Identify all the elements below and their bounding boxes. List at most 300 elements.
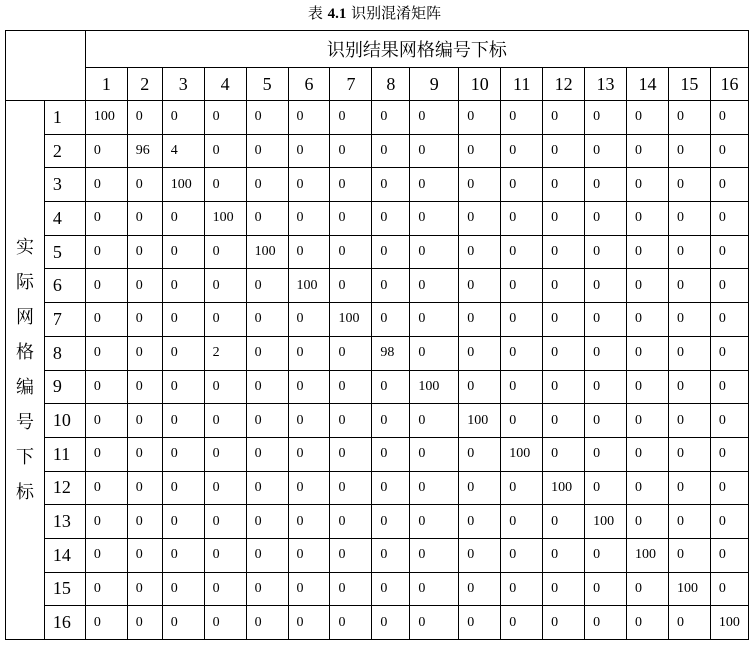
matrix-cell: 0 xyxy=(127,336,162,370)
matrix-cell: 0 xyxy=(585,572,627,606)
matrix-cell: 0 xyxy=(410,437,459,471)
matrix-cell: 0 xyxy=(246,505,288,539)
column-header: 13 xyxy=(585,68,627,101)
predicted-axis-title: 识别结果网格编号下标 xyxy=(85,31,748,68)
matrix-cell: 0 xyxy=(459,269,501,303)
column-header: 6 xyxy=(288,68,330,101)
matrix-cell: 0 xyxy=(501,370,543,404)
matrix-cell: 0 xyxy=(710,505,748,539)
matrix-cell: 0 xyxy=(85,168,127,202)
matrix-cell: 0 xyxy=(162,572,204,606)
matrix-cell: 0 xyxy=(127,202,162,236)
matrix-cell: 98 xyxy=(372,336,410,370)
matrix-cell: 0 xyxy=(127,572,162,606)
matrix-cell: 0 xyxy=(330,370,372,404)
matrix-cell: 0 xyxy=(710,235,748,269)
matrix-cell: 0 xyxy=(85,471,127,505)
matrix-cell: 0 xyxy=(501,471,543,505)
matrix-cell: 0 xyxy=(501,606,543,640)
matrix-cell: 0 xyxy=(330,202,372,236)
matrix-cell: 0 xyxy=(127,168,162,202)
matrix-cell: 0 xyxy=(85,370,127,404)
matrix-cell: 0 xyxy=(410,303,459,337)
matrix-cell: 0 xyxy=(246,168,288,202)
matrix-cell: 0 xyxy=(204,606,246,640)
column-header: 7 xyxy=(330,68,372,101)
matrix-cell: 0 xyxy=(543,572,585,606)
matrix-cell: 0 xyxy=(246,303,288,337)
row-header: 8 xyxy=(44,336,85,370)
actual-axis-title xyxy=(6,101,45,640)
matrix-cell: 0 xyxy=(204,101,246,135)
caption-number: 4.1 xyxy=(327,6,347,22)
matrix-cell: 0 xyxy=(372,303,410,337)
matrix-cell: 0 xyxy=(127,538,162,572)
matrix-cell: 0 xyxy=(627,235,669,269)
matrix-cell: 0 xyxy=(162,538,204,572)
matrix-cell: 0 xyxy=(710,269,748,303)
actual-axis-title-char: 网 xyxy=(15,307,34,328)
matrix-cell: 0 xyxy=(627,505,669,539)
matrix-cell: 0 xyxy=(204,269,246,303)
caption-prefix: 表 xyxy=(307,4,323,22)
matrix-cell: 100 xyxy=(668,572,710,606)
matrix-cell: 0 xyxy=(668,134,710,168)
row-header: 4 xyxy=(44,202,85,236)
matrix-cell: 0 xyxy=(162,505,204,539)
table-row xyxy=(6,269,749,303)
column-header: 5 xyxy=(246,68,288,101)
matrix-cell: 0 xyxy=(330,404,372,438)
matrix-cell: 0 xyxy=(710,471,748,505)
table-row xyxy=(6,202,749,236)
matrix-cell: 0 xyxy=(459,134,501,168)
actual-axis-title-char: 实 xyxy=(15,237,34,258)
matrix-cell: 0 xyxy=(585,437,627,471)
matrix-cell: 0 xyxy=(585,471,627,505)
matrix-cell: 0 xyxy=(501,134,543,168)
matrix-cell: 0 xyxy=(330,134,372,168)
matrix-cell: 0 xyxy=(246,202,288,236)
row-header: 2 xyxy=(44,134,85,168)
table-row xyxy=(6,134,749,168)
column-header: 16 xyxy=(710,68,748,101)
matrix-cell: 4 xyxy=(162,134,204,168)
matrix-cell: 0 xyxy=(543,505,585,539)
matrix-cell: 0 xyxy=(372,471,410,505)
column-header: 1 xyxy=(85,68,127,101)
column-header: 4 xyxy=(204,68,246,101)
matrix-cell: 0 xyxy=(585,235,627,269)
matrix-cell: 100 xyxy=(204,202,246,236)
matrix-cell: 0 xyxy=(330,269,372,303)
matrix-cell: 0 xyxy=(372,101,410,135)
matrix-cell: 0 xyxy=(288,505,330,539)
matrix-cell: 0 xyxy=(668,202,710,236)
matrix-cell: 0 xyxy=(627,303,669,337)
matrix-cell: 0 xyxy=(372,269,410,303)
matrix-cell: 0 xyxy=(627,101,669,135)
matrix-cell: 0 xyxy=(288,471,330,505)
column-header: 10 xyxy=(459,68,501,101)
matrix-cell: 0 xyxy=(543,269,585,303)
matrix-cell: 0 xyxy=(668,538,710,572)
matrix-cell: 0 xyxy=(330,168,372,202)
matrix-cell: 0 xyxy=(330,606,372,640)
table-row xyxy=(6,471,749,505)
matrix-cell: 0 xyxy=(543,606,585,640)
matrix-cell: 0 xyxy=(585,404,627,438)
matrix-cell: 0 xyxy=(627,437,669,471)
matrix-cell: 0 xyxy=(585,168,627,202)
row-header: 13 xyxy=(44,505,85,539)
column-header: 14 xyxy=(627,68,669,101)
table-row xyxy=(6,606,749,640)
matrix-cell: 0 xyxy=(501,404,543,438)
matrix-cell: 0 xyxy=(501,538,543,572)
matrix-cell: 100 xyxy=(410,370,459,404)
matrix-cell: 0 xyxy=(127,370,162,404)
matrix-cell: 0 xyxy=(459,370,501,404)
matrix-cell: 0 xyxy=(85,269,127,303)
matrix-cell: 0 xyxy=(330,336,372,370)
matrix-cell: 0 xyxy=(543,538,585,572)
matrix-cell: 0 xyxy=(459,538,501,572)
matrix-cell: 0 xyxy=(501,202,543,236)
matrix-cell: 0 xyxy=(127,606,162,640)
matrix-cell: 0 xyxy=(372,606,410,640)
table-row xyxy=(6,538,749,572)
row-header: 12 xyxy=(44,471,85,505)
matrix-cell: 0 xyxy=(501,101,543,135)
matrix-cell: 0 xyxy=(501,336,543,370)
matrix-cell: 0 xyxy=(543,437,585,471)
actual-axis-title-char: 下 xyxy=(15,447,34,468)
matrix-cell: 0 xyxy=(710,370,748,404)
matrix-cell: 0 xyxy=(585,538,627,572)
matrix-cell: 0 xyxy=(459,168,501,202)
matrix-cell: 0 xyxy=(710,303,748,337)
matrix-cell: 0 xyxy=(585,101,627,135)
table-row xyxy=(6,101,749,135)
matrix-cell: 0 xyxy=(162,606,204,640)
matrix-cell: 0 xyxy=(501,303,543,337)
matrix-cell: 0 xyxy=(127,437,162,471)
matrix-cell: 0 xyxy=(668,370,710,404)
matrix-cell: 0 xyxy=(372,572,410,606)
matrix-cell: 0 xyxy=(668,101,710,135)
matrix-cell: 0 xyxy=(668,303,710,337)
matrix-cell: 0 xyxy=(585,202,627,236)
matrix-cell: 0 xyxy=(246,134,288,168)
matrix-cell: 0 xyxy=(85,303,127,337)
matrix-cell: 0 xyxy=(585,606,627,640)
table-row xyxy=(6,572,749,606)
matrix-cell: 0 xyxy=(288,134,330,168)
matrix-cell: 0 xyxy=(330,235,372,269)
matrix-cell: 0 xyxy=(372,538,410,572)
matrix-cell: 0 xyxy=(204,235,246,269)
matrix-cell: 0 xyxy=(162,101,204,135)
matrix-cell: 0 xyxy=(372,168,410,202)
matrix-cell: 0 xyxy=(85,235,127,269)
matrix-cell: 0 xyxy=(246,269,288,303)
matrix-cell: 100 xyxy=(501,437,543,471)
matrix-cell: 0 xyxy=(543,168,585,202)
matrix-cell: 2 xyxy=(204,336,246,370)
matrix-cell: 100 xyxy=(459,404,501,438)
matrix-cell: 0 xyxy=(288,168,330,202)
matrix-cell: 0 xyxy=(410,168,459,202)
matrix-cell: 0 xyxy=(372,235,410,269)
matrix-cell: 0 xyxy=(501,505,543,539)
matrix-cell: 0 xyxy=(585,134,627,168)
matrix-cell: 0 xyxy=(668,606,710,640)
matrix-cell: 0 xyxy=(501,235,543,269)
matrix-cell: 0 xyxy=(710,168,748,202)
actual-axis-title-char: 格 xyxy=(15,342,34,363)
matrix-cell: 0 xyxy=(459,101,501,135)
matrix-cell: 0 xyxy=(668,168,710,202)
matrix-cell: 0 xyxy=(288,572,330,606)
matrix-cell: 0 xyxy=(246,370,288,404)
matrix-cell: 0 xyxy=(162,437,204,471)
matrix-cell: 0 xyxy=(85,538,127,572)
matrix-cell: 0 xyxy=(627,336,669,370)
matrix-cell: 0 xyxy=(204,370,246,404)
matrix-cell: 0 xyxy=(204,572,246,606)
matrix-cell: 0 xyxy=(288,404,330,438)
matrix-cell: 0 xyxy=(585,269,627,303)
matrix-cell: 0 xyxy=(330,572,372,606)
actual-axis-title-char: 号 xyxy=(15,412,34,433)
matrix-cell: 0 xyxy=(330,437,372,471)
matrix-cell: 0 xyxy=(585,336,627,370)
matrix-cell: 0 xyxy=(204,471,246,505)
matrix-cell: 0 xyxy=(85,505,127,539)
matrix-cell: 0 xyxy=(459,572,501,606)
matrix-cell: 0 xyxy=(627,168,669,202)
matrix-cell: 0 xyxy=(585,370,627,404)
matrix-cell: 0 xyxy=(710,437,748,471)
matrix-cell: 100 xyxy=(246,235,288,269)
matrix-cell: 0 xyxy=(410,269,459,303)
matrix-cell: 0 xyxy=(501,269,543,303)
matrix-cell: 0 xyxy=(330,538,372,572)
matrix-cell: 0 xyxy=(627,202,669,236)
matrix-cell: 0 xyxy=(85,437,127,471)
matrix-cell: 0 xyxy=(246,538,288,572)
matrix-cell: 0 xyxy=(459,336,501,370)
matrix-cell: 0 xyxy=(459,505,501,539)
matrix-cell: 0 xyxy=(288,202,330,236)
matrix-cell: 0 xyxy=(162,404,204,438)
matrix-cell: 0 xyxy=(162,235,204,269)
row-header: 15 xyxy=(44,572,85,606)
matrix-cell: 0 xyxy=(288,101,330,135)
table-row xyxy=(6,505,749,539)
matrix-cell: 100 xyxy=(330,303,372,337)
matrix-cell: 0 xyxy=(459,606,501,640)
table-row xyxy=(6,336,749,370)
matrix-cell: 0 xyxy=(710,101,748,135)
matrix-cell: 0 xyxy=(627,404,669,438)
matrix-cell: 0 xyxy=(501,168,543,202)
matrix-cell: 0 xyxy=(288,437,330,471)
matrix-cell: 0 xyxy=(162,303,204,337)
row-header: 5 xyxy=(44,235,85,269)
matrix-cell: 0 xyxy=(372,505,410,539)
matrix-cell: 0 xyxy=(288,606,330,640)
matrix-cell: 100 xyxy=(627,538,669,572)
matrix-cell: 0 xyxy=(410,235,459,269)
matrix-cell: 0 xyxy=(410,572,459,606)
column-header: 11 xyxy=(501,68,543,101)
matrix-cell: 100 xyxy=(585,505,627,539)
matrix-cell: 0 xyxy=(204,437,246,471)
matrix-cell: 0 xyxy=(85,572,127,606)
matrix-cell: 0 xyxy=(668,336,710,370)
actual-axis-title-char: 编 xyxy=(15,377,34,398)
matrix-cell: 0 xyxy=(668,269,710,303)
matrix-cell: 0 xyxy=(710,336,748,370)
matrix-cell: 0 xyxy=(710,202,748,236)
matrix-cell: 0 xyxy=(330,505,372,539)
matrix-cell: 0 xyxy=(410,101,459,135)
matrix-cell: 0 xyxy=(288,303,330,337)
column-header: 12 xyxy=(543,68,585,101)
matrix-cell: 0 xyxy=(288,235,330,269)
matrix-cell: 0 xyxy=(330,101,372,135)
matrix-cell: 0 xyxy=(204,168,246,202)
matrix-cell: 100 xyxy=(288,269,330,303)
matrix-cell: 0 xyxy=(330,471,372,505)
matrix-cell: 0 xyxy=(459,303,501,337)
row-header: 1 xyxy=(44,101,85,135)
matrix-cell: 0 xyxy=(246,404,288,438)
row-header: 16 xyxy=(44,606,85,640)
matrix-cell: 0 xyxy=(85,404,127,438)
matrix-cell: 0 xyxy=(372,134,410,168)
matrix-cell: 0 xyxy=(410,505,459,539)
matrix-cell: 0 xyxy=(162,336,204,370)
column-header: 3 xyxy=(162,68,204,101)
matrix-cell: 0 xyxy=(710,538,748,572)
matrix-cell: 0 xyxy=(627,471,669,505)
matrix-cell: 0 xyxy=(459,202,501,236)
table-row xyxy=(6,235,749,269)
matrix-cell: 0 xyxy=(204,303,246,337)
matrix-cell: 0 xyxy=(459,437,501,471)
row-header: 14 xyxy=(44,538,85,572)
column-header: 2 xyxy=(127,68,162,101)
matrix-cell: 0 xyxy=(162,202,204,236)
table-row xyxy=(6,404,749,438)
matrix-cell: 0 xyxy=(668,437,710,471)
table-row xyxy=(6,168,749,202)
matrix-cell: 0 xyxy=(410,606,459,640)
row-header: 6 xyxy=(44,269,85,303)
actual-axis-title-char: 际 xyxy=(15,272,34,293)
matrix-cell: 0 xyxy=(668,404,710,438)
row-header: 7 xyxy=(44,303,85,337)
table-row xyxy=(6,370,749,404)
row-header: 3 xyxy=(44,168,85,202)
matrix-cell: 0 xyxy=(288,336,330,370)
table-row xyxy=(6,303,749,337)
matrix-cell: 0 xyxy=(85,134,127,168)
matrix-cell: 0 xyxy=(288,538,330,572)
matrix-cell: 0 xyxy=(246,101,288,135)
matrix-cell: 0 xyxy=(668,471,710,505)
matrix-cell: 0 xyxy=(668,505,710,539)
matrix-cell: 0 xyxy=(459,235,501,269)
column-header: 9 xyxy=(410,68,459,101)
matrix-cell: 0 xyxy=(585,303,627,337)
predicted-title-row xyxy=(6,31,749,68)
matrix-cell: 0 xyxy=(204,538,246,572)
matrix-cell: 0 xyxy=(127,471,162,505)
matrix-cell: 0 xyxy=(372,404,410,438)
matrix-cell: 0 xyxy=(410,404,459,438)
matrix-cell: 100 xyxy=(710,606,748,640)
matrix-cell: 0 xyxy=(162,370,204,404)
matrix-cell: 0 xyxy=(85,336,127,370)
matrix-cell: 0 xyxy=(627,269,669,303)
matrix-cell: 100 xyxy=(85,101,127,135)
matrix-cell: 96 xyxy=(127,134,162,168)
matrix-cell: 0 xyxy=(246,606,288,640)
matrix-cell: 0 xyxy=(127,101,162,135)
column-header-row xyxy=(6,68,749,101)
row-header: 9 xyxy=(44,370,85,404)
matrix-cell: 0 xyxy=(543,303,585,337)
matrix-cell: 0 xyxy=(627,134,669,168)
matrix-cell: 0 xyxy=(127,505,162,539)
matrix-cell: 0 xyxy=(543,404,585,438)
matrix-cell: 0 xyxy=(627,606,669,640)
matrix-cell: 0 xyxy=(410,538,459,572)
matrix-cell: 0 xyxy=(127,235,162,269)
matrix-cell: 0 xyxy=(543,101,585,135)
matrix-cell: 0 xyxy=(710,134,748,168)
matrix-cell: 0 xyxy=(410,202,459,236)
matrix-cell: 0 xyxy=(372,370,410,404)
table-caption xyxy=(0,2,749,24)
matrix-cell: 0 xyxy=(543,370,585,404)
matrix-cell: 0 xyxy=(627,572,669,606)
matrix-cell: 0 xyxy=(543,134,585,168)
matrix-cell: 0 xyxy=(668,235,710,269)
matrix-cell: 0 xyxy=(162,269,204,303)
matrix-cell: 0 xyxy=(543,336,585,370)
matrix-cell: 0 xyxy=(710,404,748,438)
matrix-cell: 0 xyxy=(162,471,204,505)
corner-cell xyxy=(6,31,86,101)
matrix-cell: 0 xyxy=(288,370,330,404)
matrix-cell: 100 xyxy=(543,471,585,505)
matrix-cell: 0 xyxy=(410,471,459,505)
table-row xyxy=(6,437,749,471)
matrix-cell: 0 xyxy=(410,134,459,168)
matrix-cell: 0 xyxy=(372,437,410,471)
matrix-cell: 0 xyxy=(246,572,288,606)
actual-axis-title-char: 标 xyxy=(15,482,34,503)
column-header: 8 xyxy=(372,68,410,101)
column-header: 15 xyxy=(668,68,710,101)
row-header: 11 xyxy=(44,437,85,471)
matrix-cell: 0 xyxy=(627,370,669,404)
